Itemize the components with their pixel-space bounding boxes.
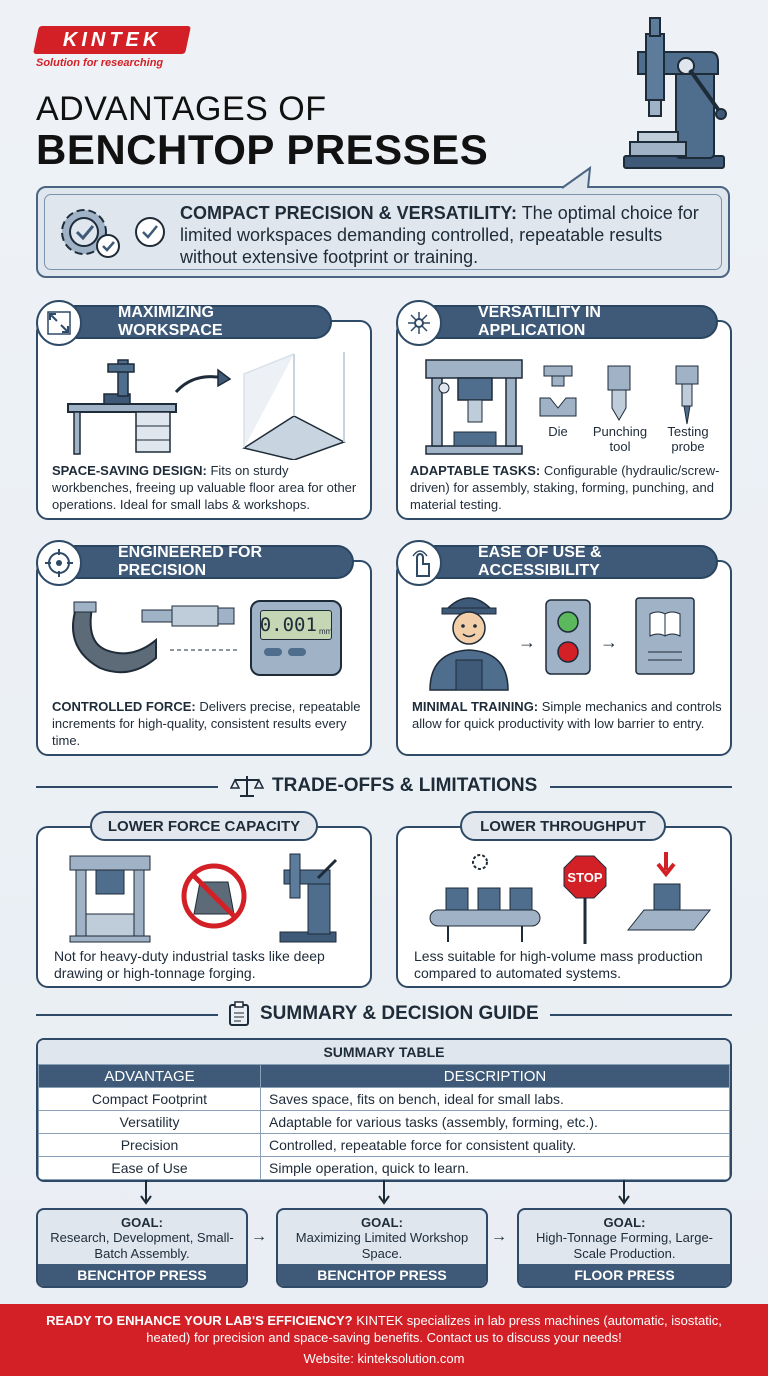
pill-versatility: VERSATILITY IN APPLICATION [418, 305, 718, 339]
table-cell: Ease of Use [39, 1157, 261, 1180]
arrow-right-icon-2: → [600, 632, 618, 652]
table-cell: Precision [39, 1134, 261, 1157]
workspace-description: SPACE-SAVING DESIGN: Fits on sturdy workbenches, freeing up valuable floor area for other operations. Ideal for small labs & workshops. [52, 463, 357, 512]
intro-callout [36, 186, 730, 278]
table-cell: Compact Footprint [39, 1088, 261, 1111]
digital-readout [250, 600, 342, 676]
readout-value: 0.001 [259, 614, 317, 636]
table-cell: Simple operation, quick to learn. [261, 1157, 730, 1180]
brand-logo [33, 26, 191, 54]
divider-right [550, 786, 732, 788]
card-ease-of-use [396, 560, 732, 756]
goal-text: High-Tonnage Forming, Large-Scale Production. [535, 1230, 714, 1261]
ease-description: MINIMAL TRAINING: Simple mechanics and controls allow for quick productivity with low barrier to entry. [412, 699, 722, 731]
gear-check-icon [50, 200, 170, 264]
summary-title: SUMMARY & DECISION GUIDE [260, 1003, 539, 1024]
arrow-right-icon-4: → [491, 1228, 507, 1245]
table-row [39, 1134, 730, 1157]
benchtop-press-illustration [600, 14, 730, 170]
intro-text: COMPACT PRECISION & VERSATILITY: The optimal choice for limited workspaces demanding controlled, repeatable results without extensive footprint or training. [180, 203, 699, 267]
force-description: Not for heavy-duty industrial tasks like deep drawing or high-tonnage forging. [54, 948, 325, 981]
tradeoffs-title: TRADE-OFFS & LIMITATIONS [272, 775, 538, 796]
punching-tool-icon [604, 364, 634, 424]
operator-illustration [424, 586, 514, 692]
summary-table [36, 1038, 732, 1182]
card-lower-force [36, 826, 372, 988]
force-limitation-illustration [68, 852, 348, 944]
micrometer-illustration [60, 588, 240, 688]
table-cell: Saves space, fits on bench, ideal for small labs. [261, 1088, 730, 1111]
summary-heading [228, 1002, 539, 1026]
table-cell: Adaptable for various tasks (assembly, forming, etc.). [261, 1111, 730, 1134]
table-header-advantage: ADVANTAGE [39, 1065, 261, 1088]
brand-tagline: Solution for researching [36, 57, 164, 69]
goal-result: BENCHTOP PRESS [278, 1264, 486, 1286]
precision-description: CONTROLLED FORCE: Delivers precise, repeatable increments for high-quality, consistent results every time. [52, 699, 361, 748]
card-lower-throughput [396, 826, 732, 988]
stop-sign-label: STOP [567, 870, 603, 885]
pill-lower-throughput: LOWER THROUGHPUT [460, 811, 666, 841]
table-row [39, 1157, 730, 1180]
summary-table-title: SUMMARY TABLE [38, 1040, 730, 1064]
callout-pointer [560, 166, 600, 190]
hydraulic-press-illustration [418, 350, 532, 458]
pill-maximizing-workspace: MAXIMIZING WORKSPACE [58, 305, 332, 339]
footer-text: READY TO ENHANCE YOUR LAB'S EFFICIENCY? KINTEK specializes in lab press machines (automatic, isostatic, heated) for precision and space-saving benefits. Contact us to discuss your needs! [46, 1313, 722, 1345]
card-precision [36, 560, 372, 756]
goal-label: GOAL: [603, 1215, 646, 1230]
goal-label: GOAL: [121, 1215, 163, 1230]
manual-book-icon [634, 596, 698, 678]
target-crosshair-icon [36, 540, 82, 586]
expand-arrows-icon [36, 300, 82, 346]
tool-label-testing-probe: Testing probe [667, 424, 709, 454]
tool-label-die: Die [548, 424, 568, 439]
tradeoffs-heading [230, 774, 537, 798]
goal-card-workshop [276, 1208, 488, 1288]
decision-arrows [136, 1180, 636, 1208]
goal-text: Research, Development, Small-Batch Assembly. [50, 1230, 234, 1261]
footer-website-link[interactable]: Website: kinteksolution.com [303, 1351, 465, 1366]
divider-left [36, 786, 218, 788]
page-title-line2: BENCHTOP PRESSES [36, 126, 489, 173]
clipboard-icon [228, 1001, 250, 1027]
pill-lower-force: LOWER FORCE CAPACITY [90, 811, 318, 841]
pill-precision: ENGINEERED FOR PRECISION [58, 545, 354, 579]
tool-label-punching: Punching tool [592, 424, 648, 454]
balance-scale-icon [230, 774, 264, 798]
control-panel-icon [544, 598, 592, 676]
card-versatility [396, 320, 732, 520]
table-row [39, 1111, 730, 1134]
throughput-description: Less suitable for high-volume mass production compared to automated systems. [414, 948, 703, 981]
table-cell: Controlled, repeatable force for consistent quality. [261, 1134, 730, 1157]
throughput-illustration [418, 850, 718, 948]
goal-card-production [517, 1208, 732, 1288]
arrow-right-icon-3: → [251, 1228, 267, 1245]
table-row [39, 1088, 730, 1111]
versatility-description: ADAPTABLE TASKS: Configurable (hydraulic/screw-driven) for assembly, staking, forming, punching, and material testing. [410, 463, 720, 512]
footer-banner [0, 1304, 768, 1376]
arrow-right-icon: → [518, 632, 536, 652]
brand-name: KINTEK [62, 28, 162, 51]
testing-probe-icon [674, 364, 700, 426]
goal-card-research [36, 1208, 248, 1288]
goal-text: Maximizing Limited Workshop Space. [295, 1230, 469, 1261]
die-icon [538, 364, 578, 418]
table-header-description: DESCRIPTION [261, 1065, 730, 1088]
readout-unit: mm [318, 627, 333, 636]
goal-result: BENCHTOP PRESS [38, 1264, 246, 1286]
page-title-line1: ADVANTAGES OF [36, 90, 327, 128]
card-maximizing-workspace [36, 320, 372, 520]
goal-result: FLOOR PRESS [519, 1264, 730, 1286]
touch-hand-icon [396, 540, 442, 586]
network-hub-icon [396, 300, 442, 346]
table-cell: Versatility [39, 1111, 261, 1134]
workbench-illustration [64, 352, 354, 460]
divider-summary-left [36, 1014, 218, 1016]
pill-ease-of-use: EASE OF USE & ACCESSIBILITY [418, 545, 718, 579]
divider-summary-right [550, 1014, 732, 1016]
goal-label: GOAL: [361, 1215, 403, 1230]
